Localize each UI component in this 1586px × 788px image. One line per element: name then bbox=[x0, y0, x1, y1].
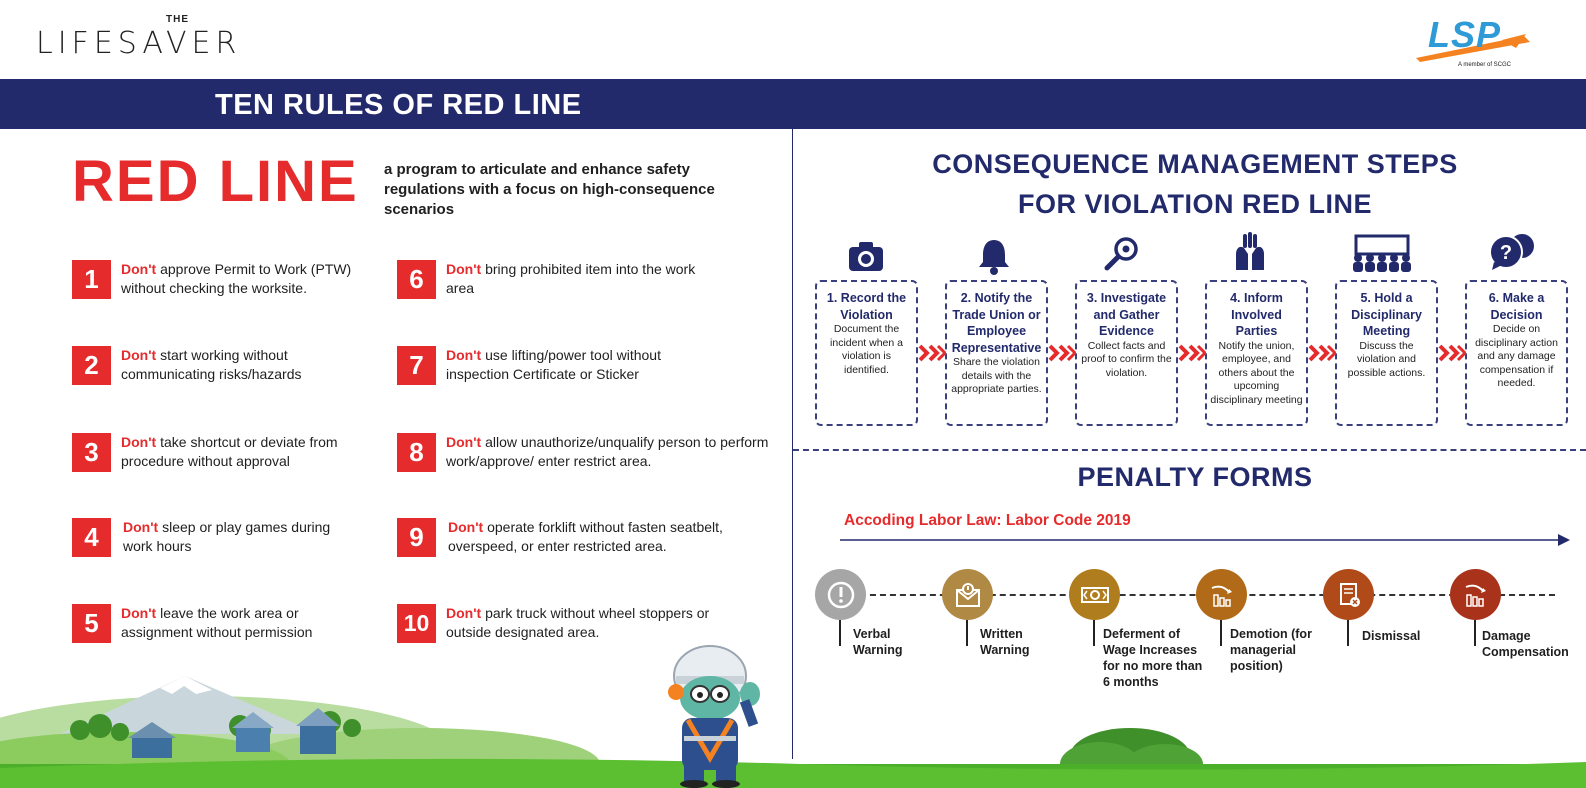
money-icon bbox=[1079, 580, 1111, 610]
title-banner bbox=[0, 79, 1586, 129]
step-title: 1. Record the Violation bbox=[826, 291, 907, 322]
rule-number: 3 bbox=[72, 433, 111, 472]
warning-icon bbox=[826, 580, 856, 610]
envelope-icon bbox=[953, 580, 983, 610]
camera-icon bbox=[846, 236, 886, 276]
lifesaver-logo bbox=[36, 14, 256, 62]
chevron-right-icon bbox=[1178, 344, 1206, 362]
landscape-illustration bbox=[0, 664, 1586, 788]
consequence-title bbox=[800, 144, 1586, 224]
rule-text: sleep or play games during work hours bbox=[123, 519, 331, 554]
penalty-label: Dismissal bbox=[1362, 629, 1421, 643]
rule-item-1 bbox=[72, 260, 383, 299]
penalty-label: Damage Compensation bbox=[1482, 629, 1569, 659]
rule-number: 6 bbox=[397, 260, 436, 299]
labor-law-label: Accoding Labor Law: Labor Code 2019 bbox=[844, 512, 1131, 529]
timeline-stem bbox=[1347, 620, 1349, 646]
rule-text: approve Permit to Work (PTW) without checking the worksite. bbox=[121, 261, 352, 296]
penalty-label: Demotion (for managerial position) bbox=[1230, 627, 1312, 673]
penalty-label: Written Warning bbox=[980, 627, 1030, 657]
rule-item-6 bbox=[397, 260, 701, 299]
step-title: 5. Hold a Disciplinary Meeting bbox=[1351, 291, 1422, 338]
decline-chart-icon bbox=[1207, 580, 1237, 610]
rule-text: bring prohibited item into the work area bbox=[446, 261, 696, 296]
step-4-inform-parties bbox=[1205, 280, 1308, 426]
step-description: Decide on disciplinary action and any damage compensation if needed. bbox=[1475, 323, 1558, 389]
rule-number: 10 bbox=[397, 604, 436, 643]
step-description: Document the incident when a violation is identified. bbox=[830, 323, 903, 376]
magnifier-icon bbox=[1102, 234, 1142, 274]
hands-icon bbox=[1230, 232, 1270, 272]
dont-label: Don't bbox=[446, 261, 482, 277]
penalty-written-warning bbox=[942, 569, 993, 620]
svg-text:?: ? bbox=[1499, 242, 1513, 264]
logo-main-text: LIFESAVER bbox=[36, 26, 242, 61]
timeline-arrow bbox=[840, 532, 1570, 548]
rule-text: allow unauthorize/unqualify person to perform work/approve/ enter restrict area. bbox=[446, 434, 769, 469]
rule-item-7 bbox=[397, 346, 711, 385]
step-title: 6. Make a Decision bbox=[1488, 291, 1545, 322]
step-5-disciplinary-meeting bbox=[1335, 280, 1438, 426]
rule-text: operate forklift without fasten seatbelt, overspeed, or enter restricted area. bbox=[448, 519, 723, 554]
timeline-stem bbox=[1474, 620, 1476, 646]
chevron-right-icon bbox=[1048, 344, 1076, 362]
step-2-notify-union bbox=[945, 280, 1048, 426]
step-6-make-decision bbox=[1465, 280, 1568, 426]
rule-number: 7 bbox=[397, 346, 436, 385]
step-1-record-violation bbox=[815, 280, 918, 426]
rule-number: 8 bbox=[397, 433, 436, 472]
dont-label: Don't bbox=[121, 605, 157, 621]
dont-label: Don't bbox=[121, 261, 157, 277]
question-chat-icon bbox=[1488, 232, 1536, 272]
document-x-icon bbox=[1334, 580, 1364, 610]
rule-text: start working without communicating risks/hazards bbox=[121, 347, 302, 382]
rule-item-8 bbox=[397, 433, 771, 472]
dont-label: Don't bbox=[121, 434, 157, 450]
red-line-intro: a program to articulate and enhance safety regulations with a focus on high-consequence scenarios bbox=[384, 161, 715, 218]
section-divider bbox=[793, 449, 1586, 451]
rule-text: leave the work area or assignment without permission bbox=[121, 605, 313, 640]
step-description: Share the violation details with the appropriate parties. bbox=[951, 356, 1042, 395]
consequence-title-line2: FOR VIOLATION RED LINE bbox=[1018, 189, 1372, 219]
penalty-demotion bbox=[1196, 569, 1247, 620]
rule-text: park truck without wheel stoppers or outside designated area. bbox=[446, 605, 710, 640]
step-title: 4. Inform Involved Parties bbox=[1230, 291, 1283, 338]
consequence-title-line1: CONSEQUENCE MANAGEMENT STEPS bbox=[932, 149, 1458, 179]
penalty-deferment bbox=[1069, 569, 1120, 620]
step-3-investigate bbox=[1075, 280, 1178, 426]
timeline-stem bbox=[1220, 620, 1222, 646]
rule-number: 2 bbox=[72, 346, 111, 385]
rule-item-10 bbox=[397, 604, 736, 643]
timeline-stem bbox=[839, 620, 841, 646]
rule-item-3 bbox=[72, 433, 381, 472]
rule-number: 5 bbox=[72, 604, 111, 643]
dont-label: Don't bbox=[448, 519, 484, 535]
rule-item-5 bbox=[72, 604, 346, 643]
banner-title: TEN RULES OF RED LINE bbox=[215, 89, 582, 121]
bell-icon bbox=[974, 236, 1014, 276]
meeting-icon bbox=[1350, 234, 1414, 274]
step-description: Discuss the violation and possible actions. bbox=[1347, 339, 1426, 379]
penalty-forms-title: PENALTY FORMS bbox=[1077, 462, 1313, 492]
dont-label: Don't bbox=[123, 519, 159, 535]
rule-text: use lifting/power tool without inspection Certificate or Sticker bbox=[446, 347, 661, 382]
dont-label: Don't bbox=[446, 434, 482, 450]
red-line-headline: RED LINE bbox=[72, 149, 359, 214]
dont-label: Don't bbox=[446, 605, 482, 621]
step-title: 2. Notify the Trade Union or Employee Representative bbox=[951, 291, 1042, 355]
timeline-stem bbox=[1093, 620, 1095, 646]
penalty-dismissal bbox=[1323, 569, 1374, 620]
lsp-logo bbox=[1406, 14, 1536, 72]
penalty-damage-compensation bbox=[1450, 569, 1501, 620]
logo-small-text: THE bbox=[166, 14, 189, 25]
rule-item-9 bbox=[397, 518, 768, 557]
chevron-right-icon bbox=[918, 344, 946, 362]
step-description: Collect facts and proof to confirm the violation. bbox=[1081, 339, 1172, 379]
dont-label: Don't bbox=[446, 347, 482, 363]
penalty-label: Deferment of Wage Increases for no more than 6 months bbox=[1103, 627, 1203, 689]
rule-item-2 bbox=[72, 346, 346, 385]
step-description: Notify the union, employee, and others about the upcoming disciplinary meeting bbox=[1210, 339, 1303, 406]
rule-number: 1 bbox=[72, 260, 111, 299]
chevron-right-icon bbox=[1438, 344, 1466, 362]
rule-text: take shortcut or deviate from procedure without approval bbox=[121, 434, 338, 469]
penalty-verbal-warning bbox=[815, 569, 866, 620]
dont-label: Don't bbox=[121, 347, 157, 363]
bar-chart-down-icon bbox=[1461, 580, 1491, 610]
step-title: 3. Investigate and Gather Evidence bbox=[1086, 291, 1167, 338]
rule-number: 4 bbox=[72, 518, 111, 557]
lsp-logo-text: LSP bbox=[1428, 14, 1502, 55]
mascot-illustration bbox=[662, 640, 772, 788]
rule-number: 9 bbox=[397, 518, 436, 557]
lsp-tagline: A member of SCGC bbox=[1458, 62, 1512, 68]
penalty-label: Verbal Warning bbox=[853, 627, 903, 657]
timeline-stem bbox=[966, 620, 968, 646]
chevron-right-icon bbox=[1308, 344, 1336, 362]
rule-item-4 bbox=[72, 518, 363, 557]
